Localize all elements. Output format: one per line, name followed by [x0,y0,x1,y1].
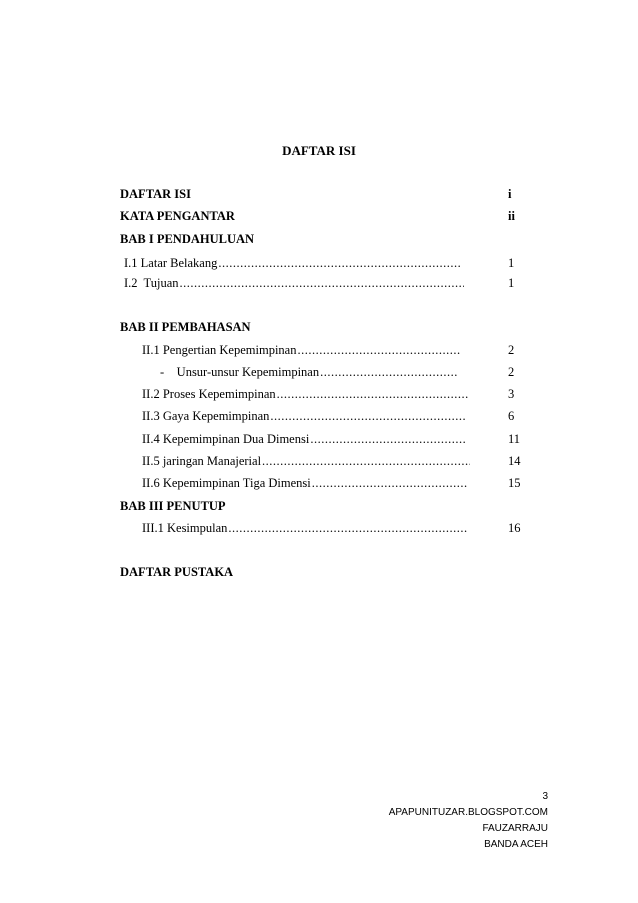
toc-leader-dots [310,432,466,447]
toc-page-number: 2 [508,343,515,357]
toc-entry-gaya [142,409,540,427]
toc-entry-proses [142,387,540,405]
toc-entry-kesimpulan [142,521,540,539]
toc-entry-pengertian [142,343,540,361]
toc-label: BAB III PENUTUP [120,499,226,513]
toc-leader-dots [312,476,468,491]
toc-leader-dots [320,365,458,380]
toc-entry-tujuan [124,276,540,294]
toc-label: I.1 Latar Belakang [124,256,218,270]
toc-heading-bab-3 [120,499,540,517]
toc-label: II.6 Kepemimpinan Tiga Dimensi [142,476,311,490]
toc-entry-dua-dimensi [142,432,540,450]
toc-leader-dots [270,409,466,424]
toc-page-number: ii [508,209,515,223]
toc-page-number: 15 [508,476,521,490]
toc-page-number: 6 [508,409,515,423]
toc-entry-daftar-isi [120,187,540,205]
toc-leader-dots [228,521,468,536]
toc-leader-dots [180,276,464,291]
toc-page-number: i [508,187,512,201]
toc-label: BAB I PENDAHULUAN [120,232,255,246]
toc-label: III.1 Kesimpulan [142,521,228,535]
toc-label: II.4 Kepemimpinan Dua Dimensi [142,432,310,446]
toc-leader-dots [297,343,461,358]
toc-label: II.5 jaringan Manajerial [142,454,262,468]
toc-leader-dots [277,387,469,402]
toc-label: II.1 Pengertian Kepemimpinan [142,343,297,357]
toc-entry-kata-pengantar [120,209,540,227]
footer-location: BANDA ACEH [484,839,548,850]
page-title: DAFTAR ISI [282,143,356,158]
toc-page-number: 2 [508,365,515,379]
toc-entry-tiga-dimensi [142,476,540,494]
toc-entry-jaringan [142,454,540,472]
toc-label: KATA PENGANTAR [120,209,235,223]
toc-page-number: 3 [508,387,515,401]
footer-website: APAPUNITUZAR.BLOGSPOT.COM [388,807,548,818]
toc-page-number: 1 [508,276,515,290]
toc-entry-unsur [160,365,540,383]
toc-label: DAFTAR ISI [120,187,191,201]
toc-label: DAFTAR PUSTAKA [120,565,234,579]
footer-page-number: 3 [542,791,548,802]
toc-label: BAB II PEMBAHASAN [120,320,251,334]
toc-heading-bab-1 [120,232,540,250]
toc-heading-bab-2 [120,320,540,338]
footer-author: FAUZARRAJU [482,823,548,834]
toc-heading-daftar-pustaka [120,565,540,583]
toc-entry-latar-belakang [124,256,540,274]
toc-leader-dots [262,454,470,469]
toc-page-number: 14 [508,454,521,468]
toc-label: - Unsur-unsur Kepemimpinan [160,365,320,379]
toc-page-number: 16 [508,521,521,535]
toc-label: I.2 Tujuan [124,276,179,290]
toc-leader-dots [218,256,462,271]
toc-page-number: 1 [508,256,515,270]
toc-label: II.3 Gaya Kepemimpinan [142,409,270,423]
toc-label: II.2 Proses Kepemimpinan [142,387,276,401]
toc-page-number: 11 [508,432,521,446]
